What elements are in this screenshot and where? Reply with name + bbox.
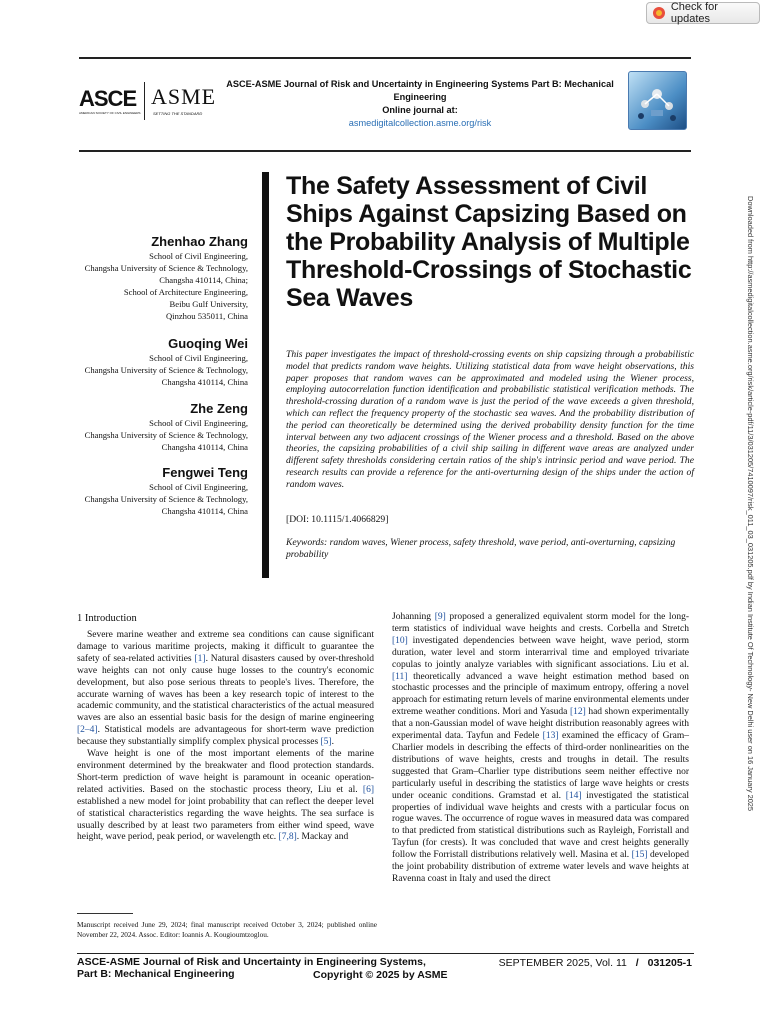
body-paragraph: Wave height is one of the most important elements of the marine environment determined by the breakwater and flood protection standards. Short-term prediction of wave height is paramount in oceanic operation-related activities. Based on the stochastic process theory, Liu et al. [6] established a new model for joint probability that can reflect the deeper level of statistical characteristics regarding the wave heights. The sea surface is usually described by at least two parameters from either wind speed, wave height, wave period, peak period, or wavelength etc. [7,8]. Mackay and xyxy=(77,749,374,843)
header-bottom-rule xyxy=(79,150,691,152)
download-watermark-text: Downloaded from http://asmedigitalcollection.asme.org/risk/article-pdf/11/3/031205/7410097/risk_011_03_031205.pdf by Indian Institute Of Technology- New Delhi user on 16 January 2025 xyxy=(746,196,755,812)
section-heading: 1 Introduction xyxy=(77,613,137,624)
journal-header xyxy=(225,78,615,130)
citation-link[interactable]: [14] xyxy=(565,790,582,801)
citation-link[interactable]: [9] xyxy=(434,612,446,622)
footer-separator: / xyxy=(635,957,639,969)
citation-link[interactable]: [6] xyxy=(362,784,374,795)
footer-rule xyxy=(77,953,694,954)
citation-link[interactable]: [11] xyxy=(392,671,408,682)
abstract-text: This paper investigates the impact of threshold-crossing events on ship capsizing through a probabilistic model that predicts random wave heights. Utilizing statistical data from wave height observations, this paper proposes that random waves can be approximated and modeled using the Wiener process, employing autocorrelation function identification and probabilistic statistical verification methods. The threshold-crossing duration of a random wave is just the period of the wave exceeds a given threshold, which can reflect the frequency property of the stochastic sea waves. And the probability distribution of the period can theoretically be determined using the derived probability density function for the time interval between any two adjacent crossings of the Wiener process and a threshold. Based on the above theories, the capsizing probabilities of a civil ship sailing in different wave areas are analyzed under different safety thresholds considering certain ratios of the ship's intrinsic period and wave period. The research results can provide a reference for the anti-overturning design of the ships under the action of random waves. xyxy=(286,349,694,490)
header-top-rule xyxy=(79,57,691,59)
author-name: Fengwei Teng xyxy=(162,465,248,480)
author-affiliation: Changsha 410114, China; xyxy=(159,275,248,285)
author-affiliation: Changsha University of Science & Technology, xyxy=(84,430,248,440)
asme-logo-subtitle: SETTING THE STANDARD xyxy=(153,111,203,116)
journal-title-line: ASCE-ASME Journal of Risk and Uncertainty in Engineering Systems Part B: Mechanical Engineering xyxy=(226,79,614,102)
footer-page-number: 031205-1 xyxy=(647,957,692,969)
asce-logo: ASCE xyxy=(79,86,137,111)
crossmark-icon xyxy=(653,7,665,19)
author-name: Zhenhao Zhang xyxy=(151,234,248,249)
title-accent-bar xyxy=(262,172,269,578)
author-name: Zhe Zeng xyxy=(190,401,248,416)
author-affiliation: School of Civil Engineering, xyxy=(149,251,248,261)
journal-link[interactable]: asmedigitalcollection.asme.org/risk xyxy=(348,118,492,128)
author-affiliation: School of Architecture Engineering, xyxy=(123,287,248,297)
body-paragraph: Johanning [9] proposed a generalized equivalent storm model for the long-term statistics of individual wave heights and crests. Corbella and Stretch [10] investigated dependencies between wave height, wave period, storm duration, water level and storm interarrival time and employed trivariate copulas to jointly analyze variables with significant associations. Liu et al. [11] theoretically advanced a wave height estimation method based on stochastic processes and the principle of maximum entropy, offering a novel approach for estimating return levels of marine environmental elements under extreme weather conditions. Mori and Yasuda [12] had shown experimentally that a non-Gaussian model of wave height distribution reasonably agrees with experimental data. Tayfun and Fedele [13] examined the efficacy of Gram–Charlier models in describing the effects of third-order nonlinearities on the distributions of wave heights, crests and troughs in detail. The results suggested that Gram–Charlier type distributions seem neither effective nor particularly useful in describing the statistics of large wave heights or crests under oceanic conditions. Gramstad et al. [14] investigated the statistical properties of individual wave heights and crests with a particular focus on rogue waves. The occurrence of rogue waves in measured data was compared to that predicted from statistical distributions such as Rayleigh, Forristall and Tayfun (for crests). It was concluded that wave and crest heights generally follow the Forristall distributions relatively well. Masina et al. [15] developed the joint probability distribution of extreme water levels and wave heights at Ravenna coast in Italy and used the direct xyxy=(392,612,689,884)
article-title: The Safety Assessment of Civil Ships Against Capsizing Based on the Probability Analysis of Multiple Threshold-Crossings of Stochastic Sea Waves xyxy=(286,172,692,312)
author-affiliation: Beibu Gulf University, xyxy=(169,299,248,309)
author-affiliation: Changsha 410114, China xyxy=(161,506,248,516)
citation-link[interactable]: [10] xyxy=(392,635,408,646)
check-for-updates-label: Check for updates xyxy=(670,1,718,25)
author-block-1 xyxy=(85,233,248,322)
citation-link[interactable]: [5] xyxy=(320,737,332,748)
footer-issue-date: SEPTEMBER 2025, Vol. 11 xyxy=(498,957,627,969)
footnote-rule xyxy=(77,913,133,914)
keywords-text: Keywords: random waves, Wiener process, safety threshold, wave period, anti-overturning, capsizing probability xyxy=(286,537,676,560)
footer-journal-line: ASCE-ASME Journal of Risk and Uncertainty in Engineering Systems, xyxy=(77,956,426,968)
author-affiliation: Changsha University of Science & Technology, xyxy=(84,365,248,375)
author-affiliation: Qinzhou 535011, China xyxy=(165,311,248,321)
body-column-right xyxy=(392,612,689,886)
author-affiliation: Changsha 410114, China xyxy=(161,377,248,387)
citation-link[interactable]: [15] xyxy=(631,850,648,861)
logo-divider xyxy=(144,82,145,120)
author-name: Guoqing Wei xyxy=(168,336,248,351)
asme-logo: ASME xyxy=(151,84,217,109)
author-block-4 xyxy=(85,464,248,517)
journal-cover-image xyxy=(628,71,687,130)
citation-link[interactable]: [13] xyxy=(542,731,559,742)
author-affiliation: School of Civil Engineering, xyxy=(149,418,248,428)
author-affiliation: Changsha University of Science & Technology, xyxy=(84,494,248,504)
author-block-2 xyxy=(85,335,248,388)
citation-link[interactable]: [7,8] xyxy=(278,832,297,843)
check-for-updates-button[interactable] xyxy=(646,2,760,24)
author-affiliation: Changsha 410114, China xyxy=(161,442,248,452)
cover-art-icon xyxy=(629,72,686,129)
body-column-left xyxy=(77,630,374,844)
online-journal-line: Online journal at: xyxy=(382,105,458,115)
citation-link[interactable]: [12] xyxy=(569,707,586,718)
footer-issue xyxy=(499,957,692,969)
body-paragraph: Severe marine weather and extreme sea conditions can cause significant damage to various maritime projects, making it difficult to guarantee the safety of sea-related activities [1]. Natural disasters caused by over-threshold wave heights can not only cause huge losses to the country's economic development, but also pose serious threats to people's lives. Therefore, the accurate warning of waves has been a key research topic of interest to the academic community, and the statistical characteristics of the actual measured waves are also an essential basic basis for the design of marine engineering [2–4]. Statistical models are advantageous for short-term wave prediction because they substantially simplify complex physical processes [5]. xyxy=(77,630,375,748)
footer-copyright: Copyright © 2025 by ASME xyxy=(313,969,448,981)
doi-text[interactable]: [DOI: 10.1115/1.4066829] xyxy=(286,514,389,525)
author-affiliation: Changsha University of Science & Technology, xyxy=(84,263,248,273)
author-affiliation: School of Civil Engineering, xyxy=(149,482,248,492)
author-affiliation: School of Civil Engineering, xyxy=(149,353,248,363)
manuscript-footnote: Manuscript received June 29, 2024; final manuscript received October 3, 2024; published online November 22, 2024. Assoc. Editor: Ioannis A. Kougioumtzoglou. xyxy=(77,920,377,939)
footer-journal-line: Part B: Mechanical Engineering xyxy=(77,967,235,980)
author-block-3 xyxy=(85,400,248,453)
citation-link[interactable]: [2–4] xyxy=(77,725,98,736)
asce-logo-subtitle: AMERICAN SOCIETY OF CIVIL ENGINEERS xyxy=(79,111,141,115)
citation-link[interactable]: [1] xyxy=(194,653,206,664)
